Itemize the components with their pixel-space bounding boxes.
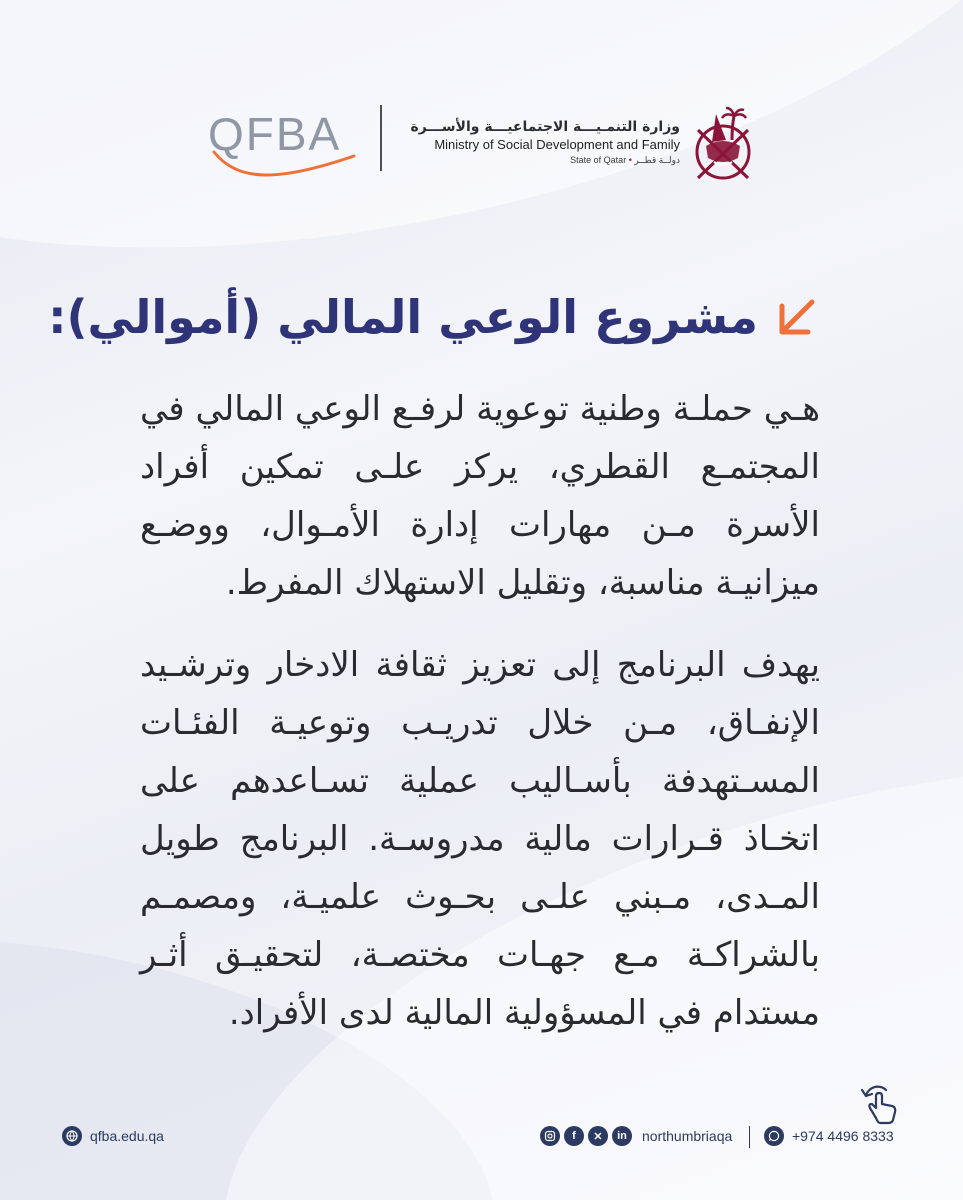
whatsapp-contact[interactable] — [764, 1126, 894, 1146]
page-title: مشروع الوعي المالي (أموالي): — [48, 290, 758, 344]
state-arabic: دولــة قطــر — [634, 155, 680, 165]
website-text: qfba.edu.qa — [90, 1128, 164, 1144]
header-divider — [380, 105, 382, 171]
social-links — [540, 1126, 732, 1146]
linkedin-icon[interactable]: in — [612, 1126, 632, 1146]
website-link[interactable] — [62, 1126, 164, 1146]
globe-icon — [62, 1126, 82, 1146]
phone-number: +974 4496 8333 — [792, 1128, 894, 1144]
instagram-icon[interactable] — [540, 1126, 560, 1146]
ministry-name — [400, 118, 680, 167]
ministry-name-english: Ministry of Social Development and Family — [434, 137, 680, 152]
qfba-logo — [208, 108, 356, 184]
tap-hand-icon — [858, 1082, 902, 1126]
social-handle[interactable]: northumbriaqa — [642, 1128, 733, 1144]
qfba-logo-text: QFBA — [208, 108, 342, 160]
footer — [0, 1124, 963, 1154]
arrow-down-left-icon — [774, 294, 820, 340]
facebook-icon[interactable]: f — [564, 1126, 584, 1146]
whatsapp-icon — [764, 1126, 784, 1146]
qfba-swoosh-icon — [208, 138, 358, 184]
x-twitter-icon[interactable]: ✕ — [588, 1126, 608, 1146]
header — [0, 100, 963, 190]
ministry-name-arabic: وزارة التنمـيـــة الاجتماعيـــة والأســـرة — [410, 119, 680, 135]
paragraph-intro: هـي حملـة وطنية توعوية لرفـع الوعي المالي في المجتمـع القطري، يركز علـى تمكين أفراد الأسرة مـن مهارات إدارة الأمـوال، ووضـع ميزانيـة مناسبة، وتقليل الاستهلاك المفرط. — [140, 389, 820, 603]
footer-divider — [749, 1126, 750, 1148]
state-english: State of Qatar — [570, 155, 627, 165]
paragraph-goal: يهدف البرنامج إلى تعزيز ثقافة الادخار وترشـيد الإنفـاق، مـن خلال تدريـب وتوعيـة الفئـات المسـتهدفة بأسـاليب عملية تسـاعدهم على اتخـاذ قـرارات مالية مدروسـة. البرنامج طويل المـدى، مـبني علـى بحـوث علميـة، ومصمـم بالشراكـة مـع جهـات مختصـة، لتحقيـق أثـر مستدام في المسؤولية المالية لدى الأفراد. — [140, 645, 820, 1033]
state-label: State of Qatar • دولــة قطــر — [570, 155, 680, 165]
title-row — [48, 282, 820, 352]
qatar-emblem-icon — [692, 100, 754, 186]
